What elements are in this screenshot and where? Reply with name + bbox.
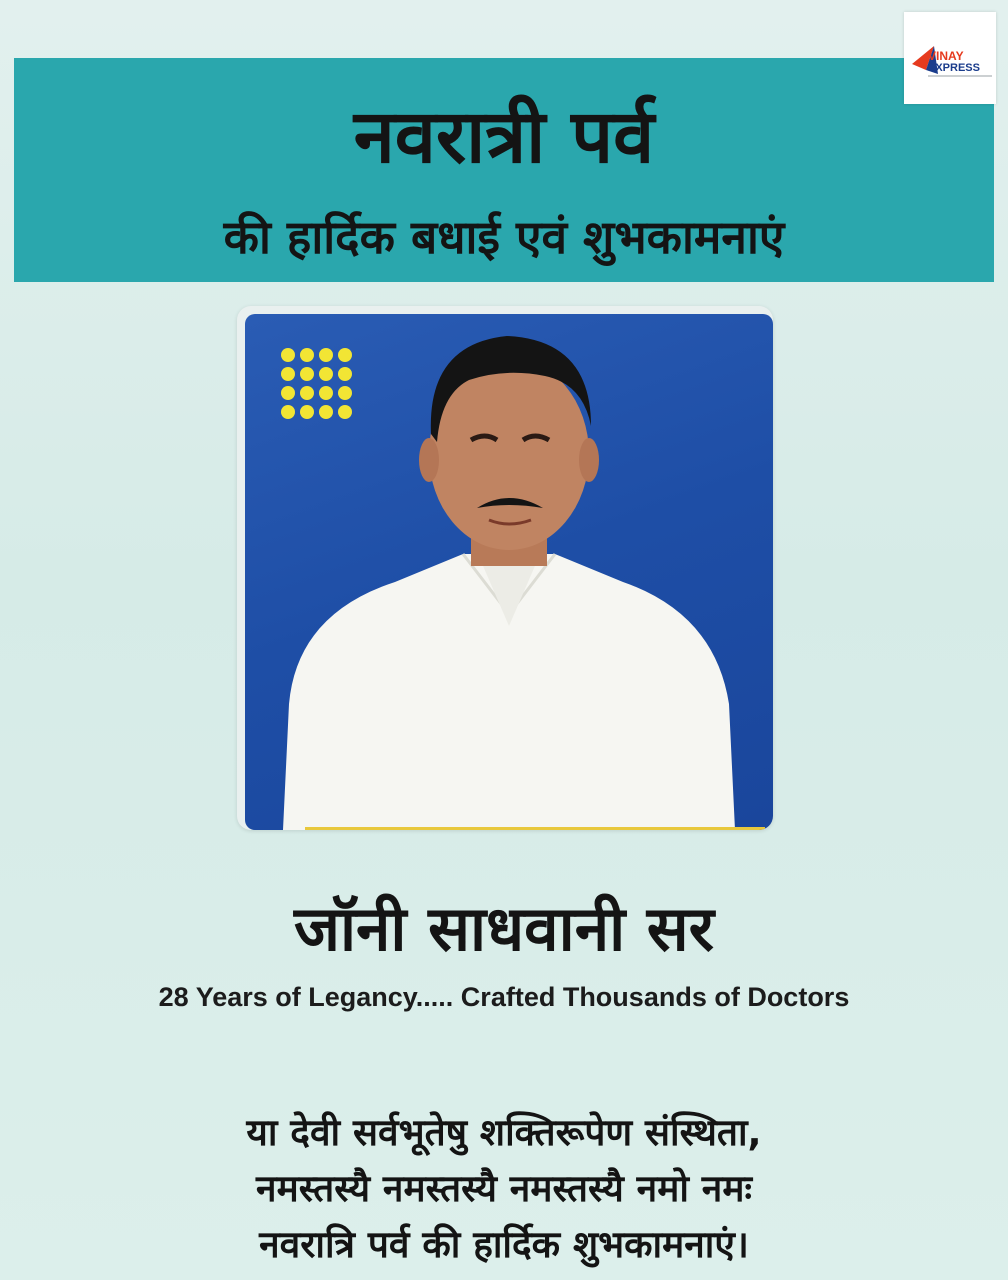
mantra-line-1: या देवी सर्वभूतेषु शक्तिरूपेण संस्थिता, (246, 1111, 762, 1154)
portrait-photo (245, 314, 773, 830)
person-name: जॉनी साधवानी सर (293, 892, 715, 965)
logo-text-express: EXPRESS (928, 62, 980, 74)
vinay-express-logo (904, 12, 996, 104)
photo-accent-line (305, 827, 765, 830)
logo-text-vinay: VINAY (928, 49, 964, 63)
poster-subtitle: की हार्दिक बधाई एवं शुभकामनाएं (223, 210, 785, 264)
person-tagline: 28 Years of Legancy..... Crafted Thousands of Doctors (158, 982, 850, 1012)
mantra-line-2: नमस्तस्यै नमस्तस्यै नमस्तस्यै नमो नमः (256, 1167, 752, 1210)
portrait-frame (237, 306, 773, 830)
poster-title: नवरात्री पर्व (353, 94, 655, 180)
person-portrait-illustration (245, 314, 773, 830)
mantra-line-3: नवरात्रि पर्व की हार्दिक शुभकामनाएं। (259, 1223, 749, 1266)
